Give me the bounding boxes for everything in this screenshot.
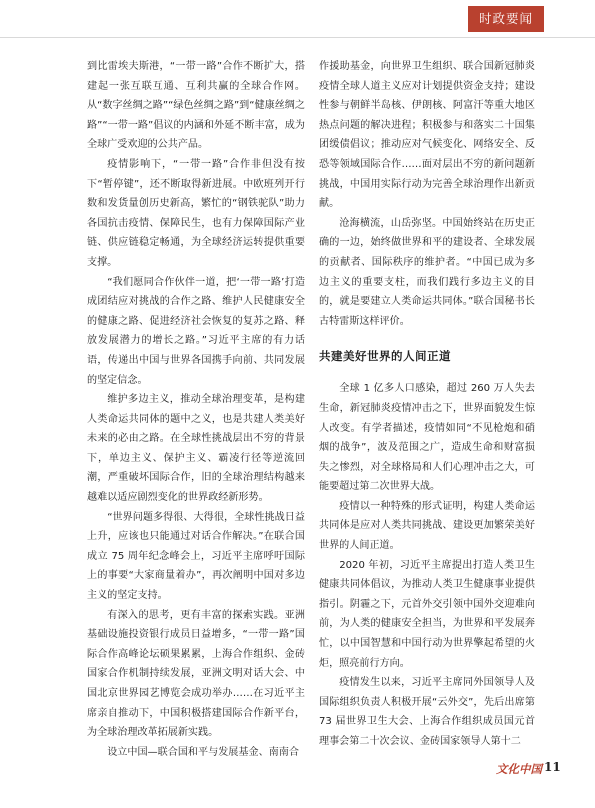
paragraph: 疫情影响下，“一带一路”合作非但没有按下“暂停键”，还不断取得新进展。中欧班列开行数和发货量创历史新高，繁忙的“钢铁驼队”助力各国抗击疫情、保障民生，也有力保障国际产业链、供应链稳定畅通，为全球经济运转提供重要支撑。 xyxy=(87,158,305,268)
paragraph: “我们愿同合作伙伴一道，把‘一带一路’打造成团结应对挑战的合作之路、维护人民健康安全的健康之路、促进经济社会恢复的复苏之路、释放发展潜力的增长之路。”习近平主席的有力话语，传递出中国与世界各国携手向前、共同发展的坚定信念。 xyxy=(87,276,305,386)
left-column xyxy=(87,57,305,762)
paragraph: 沧海横流，山岳弥坚。中国始终站在历史正确的一边，始终做世界和平的建设者、全球发展的贡献者、国际秩序的维护者。“中国已成为多边主义的重要支柱，而我们践行多边主义的目的，就是要建立人类命运共同体。”联合国秘书长古特雷斯这样评价。 xyxy=(319,217,535,327)
paragraph: 疫情发生以来，习近平主席同外国领导人及国际组织负责人积极开展“云外交”，先后出席第 73 届世界卫生大会、上海合作组织成员国元首理事会第二十次会议、金砖国家领导人第十二 xyxy=(319,677,535,747)
magazine-logo: 文化中国 xyxy=(496,762,542,776)
right-column xyxy=(319,57,535,752)
paragraph: 疫情以一种特殊的形式证明，构建人类命运共同体是应对人类共同挑战、建设更加繁荣美好世界的人间正道。 xyxy=(319,500,535,552)
paragraph: 有深入的思考，更有丰富的探索实践。亚洲基础设施投资银行成员日益增多，“一带一路”国际合作高峰论坛硕果累累，上海合作组织、金砖国家合作机制持续发展，亚洲文明对话大会、中国北京世界园艺博览会成功举办……在习近平主席亲自推动下，中国积极搭建国际合作新平台，为全球治理改革拓展新实践。 xyxy=(87,609,305,739)
section-heading: 共建美好世界的人间正道 xyxy=(319,349,451,364)
paragraph: 设立中国—联合国和平与发展基金、南南合 xyxy=(107,746,299,758)
paragraph: 作援助基金，向世界卫生组织、联合国新冠肺炎疫情全球人道主义应对计划提供资金支持；建设性参与朝鲜半岛核、伊朗核、阿富汗等重大地区热点问题的解决进程；积极参与和落实二十国集团缓债倡议；推动应对气候变化、网络安全、反恐等领域国际合作……面对层出不穷的新问题新挑战，中国用实际行动为完善全球治理作出新贡献。 xyxy=(319,61,535,210)
page-number: 11 xyxy=(544,760,561,774)
paragraph: 到比雷埃夫斯港，“一带一路”合作不断扩大，搭建起一张互联互通、互利共赢的全球合作网。从“数字丝绸之路”“绿色丝绸之路”到“健康丝绸之路”“一带一路”倡议的内涵和外延不断丰富，成为全球广受欢迎的公共产品。 xyxy=(87,61,305,151)
header-divider xyxy=(0,37,595,38)
paragraph: 2020 年初，习近平主席提出打造人类卫生健康共同体倡议，为推动人类卫生健康事业提供指引。阴霾之下，元首外交引领中国外交迎难向前，为人类的健康安全担当，为世界和平发展奔忙，以中国智慧和中国行动为世界擎起希望的火炬，照亮前行方向。 xyxy=(319,559,535,669)
paragraph: “世界问题多得很、大得很，全球性挑战日益上升，应该也只能通过对话合作解决。”在联合国成立 75 周年纪念峰会上，习近平主席呼吁国际上的事要“大家商量着办”，再次阐明中国对多边主义的坚定支持。 xyxy=(87,511,305,602)
paragraph: 维护多边主义，推动全球治理变革，是构建人类命运共同体的题中之义，也是共建人类美好未来的必由之路。在全球性挑战层出不穷的背景下，单边主义、保护主义、霸凌行径等逆流回潮，严重破坏国际合作，旧的全球治理结构越来越难以适应剧烈变化的世界政经新形势。 xyxy=(87,394,305,504)
section-tag: 时政要闻 xyxy=(468,6,544,32)
paragraph: 全球 1 亿多人口感染，超过 260 万人失去生命，新冠肺炎疫情冲击之下，世界面貌发生惊人改变。有学者描述，疫情如同“不见枪炮和硝烟的战争”，波及范围之广，造成生命和财富损失之惨烈，对全球格局和人们心理冲击之大，可能要超过第二次世界大战。 xyxy=(319,383,535,493)
